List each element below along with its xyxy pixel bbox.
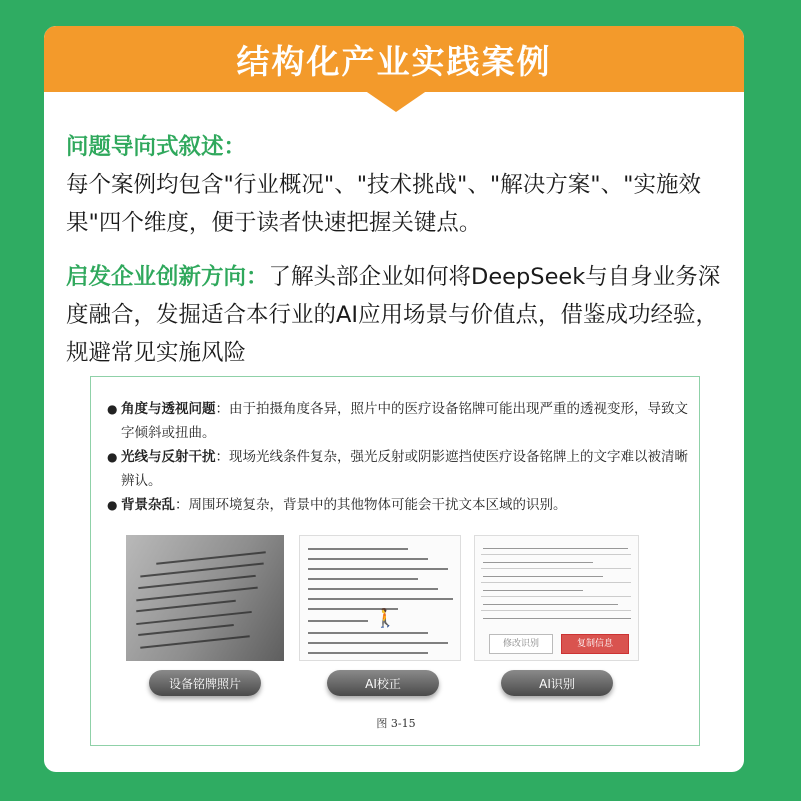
section2-heading: 启发企业创新方向： — [66, 264, 269, 290]
bullet-icon: ● — [107, 450, 118, 464]
list-item — [107, 397, 692, 445]
bullet-title: 光线与反射干扰 — [121, 449, 216, 465]
list-item — [107, 445, 692, 493]
bullet-list — [107, 397, 692, 517]
section2-body: 了解头部企业如何将DeepSeek与自身业务深度融合，发掘适合本行业的AI应用场景与价值点，借鉴成功经验，规避常见实施风险 — [66, 264, 721, 366]
content-card — [44, 26, 744, 772]
list-item — [107, 493, 692, 517]
figure-caption: 图 3-15 — [376, 717, 416, 730]
bullet-desc: ：现场光线条件复杂，强光反射或阴影遮挡使医疗设备铭牌上的文字难以被清晰辨认。 — [121, 449, 688, 489]
section1-heading: 问题导向式叙述： — [66, 134, 247, 160]
banner-title: 结构化产业实践案例 — [236, 41, 552, 81]
figure-3-15 — [90, 376, 700, 746]
bullet-title: 背景杂乱 — [121, 497, 175, 513]
copy-info-button[interactable]: 复制信息 — [561, 634, 629, 654]
bullet-title: 角度与透视问题 — [121, 401, 216, 417]
section-innovation — [66, 258, 730, 372]
bullet-icon: ● — [107, 498, 118, 512]
ai-corrected-image — [299, 535, 461, 661]
label-ai-correction: AI校正 — [327, 670, 439, 696]
banner-notch — [364, 90, 428, 112]
title-banner — [44, 26, 744, 92]
bullet-desc: ：由于拍摄角度各异，照片中的医疗设备铭牌可能出现严重的透视变形，导致文字倾斜或扭曲。 — [121, 401, 688, 441]
bullet-icon: ● — [107, 402, 118, 416]
nameplate-photo-image — [126, 535, 284, 661]
ai-recognition-result — [474, 535, 639, 661]
bullet-desc: ：周围环境复杂，背景中的其他物体可能会干扰文本区域的识别。 — [175, 497, 567, 513]
label-ai-recognition: AI识别 — [501, 670, 613, 696]
section-problem-oriented — [66, 128, 730, 242]
label-nameplate-photo: 设备铭牌照片 — [149, 670, 261, 696]
edit-recognition-button[interactable]: 修改识别 — [489, 634, 553, 654]
person-icon: 🚶 — [374, 608, 397, 629]
section1-body: 每个案例均包含"行业概况"、"技术挑战"、"解决方案"、"实施效果"四个维度，便于读者快速把握关键点。 — [66, 172, 701, 236]
